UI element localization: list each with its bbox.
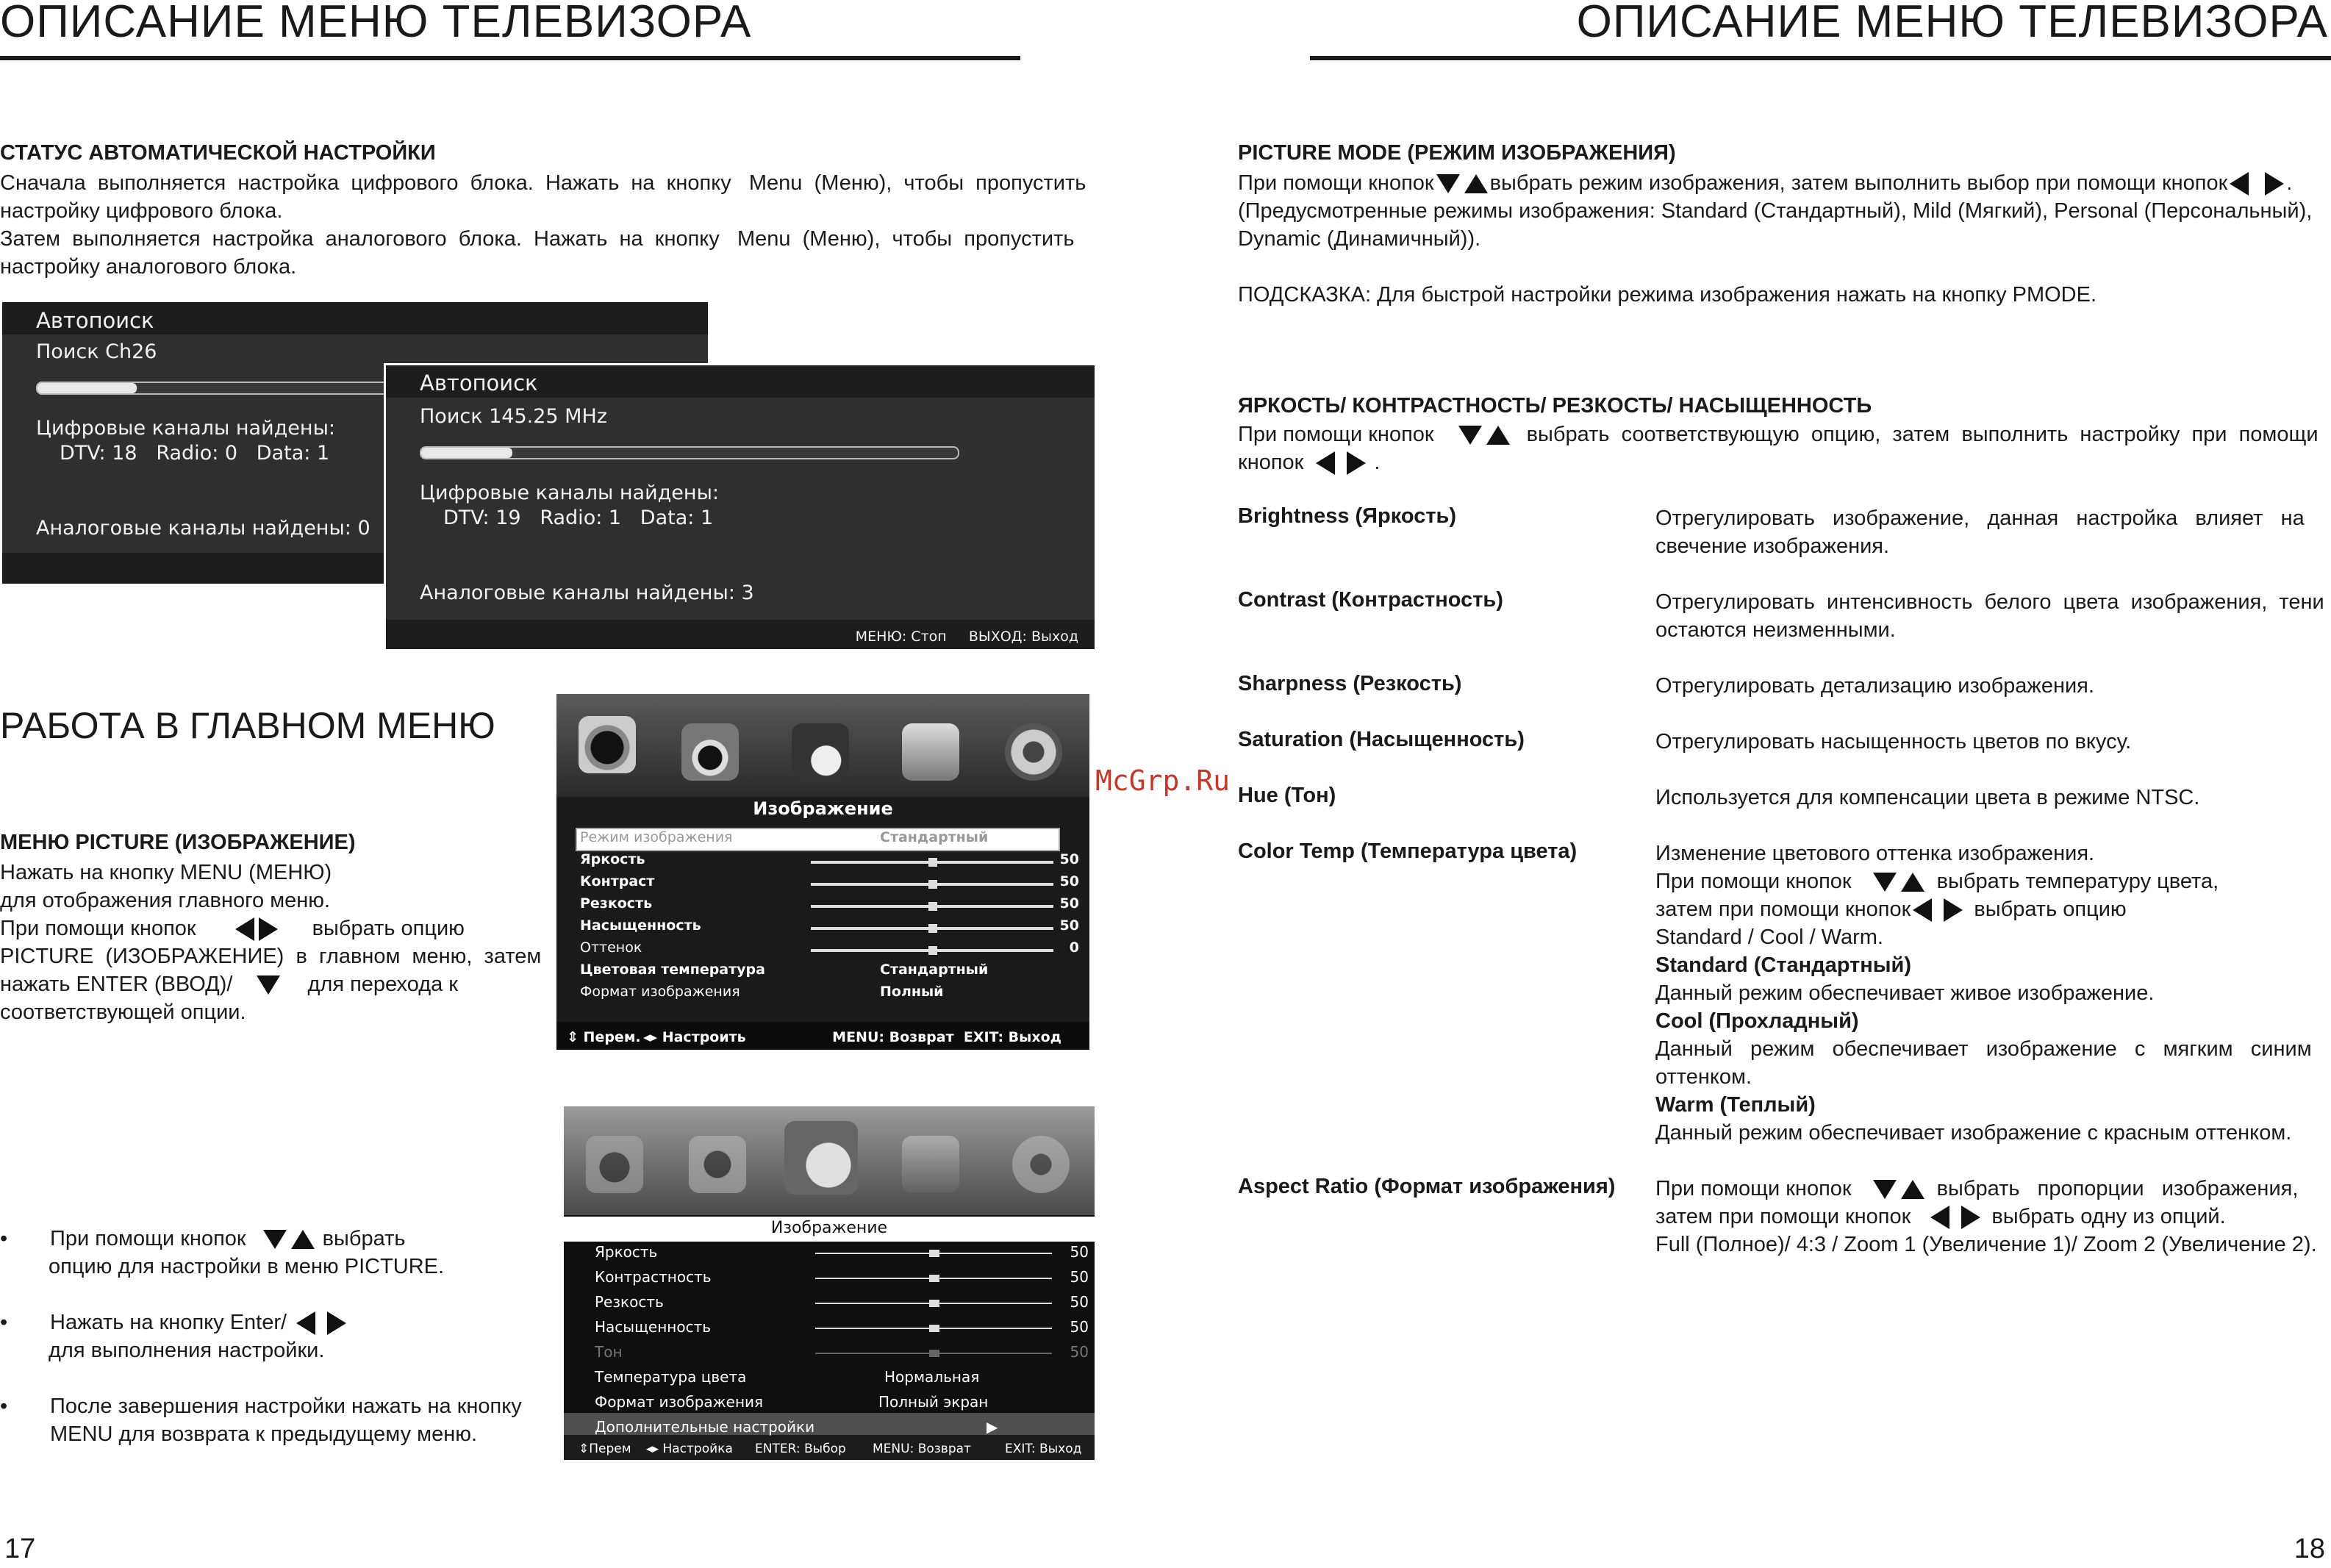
menu2-slider[interactable] (815, 1303, 1052, 1304)
hue-term: Hue (Тон) (1238, 784, 1336, 807)
picture-line (0, 914, 531, 942)
menu2-row-value: 50 (1070, 1268, 1089, 1286)
menu1-row-label[interactable]: Насыщенность (580, 917, 701, 934)
screen1-digital: Цифровые каналы найдены: (36, 417, 335, 440)
contrast-desc-line: Отрегулировать интенсивность белого цвета изображения, тени (1655, 590, 2324, 614)
down-arrow-icon (257, 975, 280, 995)
up-arrow-icon (1486, 426, 1510, 445)
menu2-row-value: 50 (1070, 1343, 1089, 1361)
screen2-footer: МЕНЮ: Стоп ВЫХОД: Выход (855, 629, 1078, 645)
screen1-analog: Аналоговые каналы найдены: 0 (36, 517, 370, 540)
right-arrow-icon (2265, 172, 2284, 196)
bullet-mark: • (0, 1227, 8, 1250)
menu1-row-value: 50 (1059, 917, 1079, 934)
menu2-row-label[interactable]: Насыщенность (595, 1318, 712, 1336)
menu1-footer-mid: ◂▸ Настроить (643, 1029, 746, 1045)
picture-line-b: для перехода к (307, 973, 458, 996)
menu2-footer-text: Перем (589, 1442, 631, 1456)
colortemp-line: Данный режим обеспечивает живое изображение. (1655, 981, 2155, 1005)
bullet-text: опцию для настройки в меню PICTURE. (49, 1255, 445, 1278)
status-title: СТАТУС АВТОМАТИЧЕСКОЙ НАСТРОЙКИ (0, 141, 436, 165)
colortemp-warm-title: Warm (Теплый) (1655, 1093, 1816, 1117)
sharpness-term: Sharpness (Резкость) (1238, 672, 1462, 695)
bullet-item (0, 1225, 544, 1281)
menu1-footer-right: MENU: Возврат EXIT: Выход (832, 1029, 1061, 1045)
picture-mode-line: При помощи кнопок выбрать режим изображения, затем выполнить выбор при помощи кнопок . (1238, 171, 2293, 195)
menu1-row-value: 0 (1069, 939, 1079, 956)
menu2-row-label[interactable]: Тон (595, 1343, 623, 1361)
status-text (0, 169, 1095, 281)
picture-icon (579, 716, 636, 773)
bullet-text: При помощи кнопок (50, 1227, 246, 1250)
clock-icon (784, 1121, 858, 1195)
contrast-desc (1655, 588, 2331, 644)
picture-line: PICTURE (ИЗОБРАЖЕНИЕ) в главном меню, затем (0, 945, 542, 968)
screen2-progress-fill (421, 448, 512, 458)
menu1-row-value: Стандартный (880, 962, 989, 978)
picture-mode-title: PICTURE MODE (РЕЖИМ ИЗОБРАЖЕНИЯ) (1238, 141, 1676, 165)
picture-mode-line-a: При помощи кнопок (1238, 171, 1434, 195)
bullet-item (0, 1392, 544, 1448)
colortemp-desc (1655, 840, 2331, 1147)
sound-icon (681, 723, 739, 781)
up-arrow-icon (291, 1230, 315, 1249)
contrast-desc-line: остаются неизменными. (1655, 618, 1896, 642)
saturation-term: Saturation (Насыщенность) (1238, 728, 1525, 751)
picture-mode-line: (Предусмотренные режимы изображения: Standard (Стандартный), Mild (Мягкий), Personal (Персональный), (1238, 199, 2313, 223)
screen1-counts: DTV: 18 Radio: 0 Data: 1 (60, 442, 330, 465)
aspect-term: Aspect Ratio (Формат изображения) (1238, 1175, 1616, 1198)
brightness-term: Brightness (Яркость) (1238, 504, 1457, 528)
menu2-slider-knob[interactable] (929, 1350, 939, 1357)
menu1-row-value: 50 (1059, 851, 1079, 867)
menu2-row-label[interactable]: Формат изображения (595, 1393, 764, 1411)
menu2-row-label[interactable]: Яркость (595, 1243, 658, 1261)
bcs-dot: . (1374, 451, 1381, 474)
aspect-desc (1655, 1175, 2331, 1259)
colortemp-line: Standard / Cool / Warm. (1655, 926, 1883, 949)
menu1-row-value: Стандартный (880, 829, 989, 845)
menu1-row-label[interactable]: Резкость (580, 895, 653, 912)
contrast-term: Contrast (Контрастность) (1238, 588, 1503, 612)
picture-menu-text (0, 859, 542, 1026)
screen1-progress-fill (37, 383, 137, 393)
bcs-line-a: кнопок (1238, 451, 1304, 474)
colortemp-line: оттенком. (1655, 1065, 1752, 1089)
colortemp-line: Изменение цветового оттенка изображения. (1655, 842, 2095, 865)
bcs-line (1238, 420, 2331, 448)
menu2-row-value: Полный экран (878, 1393, 989, 1411)
menu2-footer-adjust: ◂▸ Настройка (646, 1442, 733, 1456)
colortemp-line (1655, 895, 2331, 923)
menu2-footer-exit: EXIT: Выход (1005, 1442, 1082, 1456)
menu1-row-value: Полный (880, 984, 944, 1000)
down-arrow-icon (1436, 174, 1460, 193)
menu1-footer-adjust: Настроить (662, 1029, 746, 1045)
picture-line-a: нажать ENTER (ВВОД)/ (0, 973, 233, 996)
aspect-line-b: выбрать одну из опций. (1991, 1205, 2226, 1228)
menu2-footer-move: ⇕Перем (579, 1442, 631, 1456)
colortemp-line-a: затем при помощи кнопок (1655, 898, 1911, 921)
screen2-search: Поиск 145.25 MHz (420, 405, 607, 428)
menu1-slider-knob[interactable] (928, 946, 937, 955)
menu1-slider[interactable] (811, 861, 1053, 864)
left-arrow-icon (1930, 1206, 1949, 1229)
menu2-row-value: 50 (1070, 1293, 1089, 1311)
page-number-right: 18 (2294, 1533, 2325, 1564)
menu2-title: Изображение (770, 1219, 888, 1237)
menu1-slider[interactable] (811, 927, 1053, 930)
picture-mode-text (1238, 169, 2331, 253)
left-arrow-icon (235, 917, 254, 941)
status-line: настройку цифрового блока. (0, 199, 283, 223)
pmode-hint: ПОДСКАЗКА: Для быстрой настройки режима изображения нажать на кнопку PMODE. (1238, 283, 2097, 307)
aspect-line (1655, 1175, 2331, 1203)
colortemp-line: Данный режим обеспечивает изображение с красным оттенком. (1655, 1121, 2292, 1145)
menu2-slider[interactable] (815, 1278, 1052, 1279)
bullet-text: для выполнения настройки. (49, 1339, 325, 1362)
menu1-row-value: 50 (1059, 895, 1079, 912)
sound-icon (689, 1136, 746, 1193)
gear-icon (1005, 723, 1062, 781)
menu2-row-value: ▶ (987, 1418, 998, 1436)
picture-mode-line: Dynamic (Динамичный)). (1238, 227, 1481, 251)
up-arrow-icon (1464, 174, 1488, 193)
saturation-desc: Отрегулировать насыщенность цветов по вкусу. (1655, 730, 2132, 753)
left-arrow-icon (296, 1311, 315, 1335)
bcs-title: ЯРКОСТЬ/ КОНТРАСТНОСТЬ/ РЕЗКОСТЬ/ НАСЫЩЕННОСТЬ (1238, 394, 1872, 418)
brightness-desc-line: свечение изображения. (1655, 534, 1890, 558)
screen2-title: Автопоиск (420, 370, 538, 395)
menu1-title: Изображение (753, 798, 893, 819)
menu2-slider-knob[interactable] (929, 1325, 939, 1332)
picture-menu-title: МЕНЮ PICTURE (ИЗОБРАЖЕНИЕ) (0, 831, 356, 854)
brightness-desc (1655, 504, 2331, 560)
menu2-row-label[interactable]: Резкость (595, 1293, 664, 1311)
menu1-row-label[interactable]: Режим изображения (580, 829, 733, 845)
bullet-text: Нажать на кнопку Enter/ (50, 1311, 287, 1334)
bullet-text: После завершения настройки нажать на кнопку (50, 1395, 522, 1418)
screen1-title: Автопоиск (36, 308, 154, 333)
bcs-text (1238, 420, 2331, 476)
picture-line-b: выбрать опцию (312, 917, 465, 940)
menu2-slider-knob[interactable] (929, 1275, 939, 1282)
right-arrow-icon (1944, 898, 1963, 922)
menu1-row-value: 50 (1059, 873, 1079, 889)
picture-mode-line-b: выбрать режим изображения, затем выполнить выбор при помощи кнопок (1489, 171, 2228, 195)
screen1-progress-bar (36, 382, 421, 395)
menu1-footer-move: Перем. (583, 1029, 641, 1045)
colortemp-line: Данный режим обеспечивает изображение с мягким синим (1655, 1037, 2312, 1061)
brightness-desc-line: Отрегулировать изображение, данная настройка влияет на (1655, 506, 2305, 530)
aspect-line-b: выбрать пропорции изображения, (1936, 1177, 2299, 1200)
menu1-row-label[interactable]: Оттенок (580, 939, 642, 956)
menu2-slider[interactable] (815, 1253, 1052, 1254)
menu2-row-label[interactable]: Температура цвета (595, 1368, 747, 1386)
lock-icon (902, 723, 959, 781)
picture-menu-screen-2 (564, 1106, 1095, 1460)
menu1-slider-knob[interactable] (928, 902, 937, 911)
colortemp-standard-title: Standard (Стандартный) (1655, 953, 1912, 977)
bullet-mark: • (0, 1395, 8, 1418)
down-arrow-icon (1873, 873, 1897, 892)
picture-line: соответствующей опции. (0, 1000, 246, 1024)
menu1-slider[interactable] (811, 905, 1053, 908)
bcs-line-b: выбрать соответствующую опцию, затем выполнить настройку при помощи (1526, 423, 2319, 446)
watermark: McGrp.Ru (1095, 765, 1231, 797)
right-header-rule (1310, 56, 2331, 60)
screen2-analog: Аналоговые каналы найдены: 3 (420, 581, 754, 604)
screen1-search: Поиск Ch26 (36, 340, 157, 363)
menu2-slider[interactable] (815, 1353, 1052, 1354)
left-arrow-icon (1316, 451, 1335, 475)
picture-line-a: При помощи кнопок (0, 917, 196, 940)
bcs-line (1238, 448, 2331, 476)
sharpness-desc: Отрегулировать детализацию изображения. (1655, 674, 2094, 698)
clock-icon (792, 723, 849, 781)
left-arrow-icon (1913, 898, 1932, 922)
main-menu-title: РАБОТА В ГЛАВНОМ МЕНЮ (0, 705, 495, 746)
menu1-row-label[interactable]: Яркость (580, 851, 645, 867)
picture-line (0, 970, 531, 998)
left-header-rule (0, 56, 1020, 60)
bullet-list (0, 1225, 544, 1448)
up-arrow-icon (1901, 1180, 1924, 1199)
right-header: ОПИСАНИЕ МЕНЮ ТЕЛЕВИЗОРА (1576, 0, 2328, 47)
aspect-line (1655, 1203, 2331, 1231)
picture-menu-screen-1 (556, 694, 1089, 1050)
menu1-slider[interactable] (811, 949, 1053, 952)
bullet-mark: • (0, 1311, 8, 1334)
lock-icon (902, 1136, 959, 1193)
up-arrow-icon (1901, 873, 1924, 892)
aspect-line-a: затем при помощи кнопок (1655, 1205, 1911, 1228)
menu2-row-label[interactable]: Контрастность (595, 1268, 712, 1286)
down-arrow-icon (1458, 426, 1482, 445)
right-arrow-icon (259, 917, 278, 941)
colortemp-line-b: выбрать температуру цвета, (1936, 870, 2219, 893)
down-arrow-icon (1873, 1180, 1897, 1199)
bcs-line-a: При помощи кнопок (1238, 423, 1434, 446)
menu2-footer-enter: ENTER: Выбор (755, 1442, 846, 1456)
menu1-row-label[interactable]: Цветовая температура (580, 962, 765, 978)
status-line: настройку аналогового блока. (0, 255, 297, 279)
picture-icon (586, 1136, 643, 1193)
right-arrow-icon (1961, 1206, 1980, 1229)
menu2-footer-menu: MENU: Возврат (873, 1442, 971, 1456)
menu1-slider-knob[interactable] (928, 880, 937, 889)
menu1-slider-knob[interactable] (928, 858, 937, 867)
left-arrow-icon (2230, 172, 2249, 196)
down-arrow-icon (263, 1230, 287, 1249)
left-header: ОПИСАНИЕ МЕНЮ ТЕЛЕВИЗОРА (0, 0, 752, 47)
menu2-row-value: 50 (1070, 1318, 1089, 1336)
menu1-row-label[interactable]: Формат изображения (580, 984, 740, 1000)
status-line: Сначала выполняется настройка цифрового блока. Нажать на кнопку Menu (Меню), чтобы пропустить (0, 171, 1086, 195)
aspect-line-a: При помощи кнопок (1655, 1177, 1852, 1200)
screen2-digital: Цифровые каналы найдены: (420, 482, 719, 504)
colortemp-line-b: выбрать опцию (1974, 898, 2127, 921)
right-arrow-icon (1347, 451, 1366, 475)
right-arrow-icon (327, 1311, 346, 1335)
picture-line: Нажать на кнопку MENU (МЕНЮ) (0, 861, 332, 884)
menu2-row-value: 50 (1070, 1243, 1089, 1261)
hue-desc: Используется для компенсации цвета в режиме NTSC. (1655, 786, 2200, 809)
colortemp-line (1655, 867, 2331, 895)
menu2-row-value: Нормальная (884, 1368, 980, 1386)
menu1-slider-knob[interactable] (928, 924, 937, 933)
colortemp-cool-title: Cool (Прохладный) (1655, 1009, 1859, 1033)
colortemp-term: Color Temp (Температура цвета) (1238, 840, 1578, 863)
menu2-row-label[interactable]: Дополнительные настройки (595, 1418, 815, 1436)
menu2-footer-text: Настройка (662, 1442, 733, 1456)
screen2-counts: DTV: 19 Radio: 1 Data: 1 (443, 506, 714, 529)
bullet-text: выбрать (322, 1227, 406, 1250)
gear-icon (1012, 1136, 1070, 1193)
menu1-footer-left: ⇕ Перем. (567, 1029, 641, 1045)
menu2-slider-knob[interactable] (929, 1250, 939, 1257)
colortemp-line-a: При помощи кнопок (1655, 870, 1852, 893)
screen2-progress-bar (420, 446, 959, 459)
aspect-line: Full (Полное)/ 4:3 / Zoom 1 (Увеличение 1)/ Zoom 2 (Увеличение 2). (1655, 1233, 2317, 1256)
bullet-text: MENU для возврата к предыдущему меню. (50, 1422, 478, 1446)
menu1-row-label[interactable]: Контраст (580, 873, 655, 889)
menu2-slider[interactable] (815, 1328, 1052, 1329)
menu2-slider-knob[interactable] (929, 1300, 939, 1307)
picture-line: для отображения главного меню. (0, 889, 331, 912)
bullet-item (0, 1309, 544, 1364)
status-line: Затем выполняется настройка аналогового блока. Нажать на кнопку Menu (Меню), чтобы пропустить (0, 227, 1075, 251)
menu1-slider[interactable] (811, 883, 1053, 886)
page-number-left: 17 (4, 1533, 36, 1564)
autosearch-screen-2 (384, 363, 1097, 651)
